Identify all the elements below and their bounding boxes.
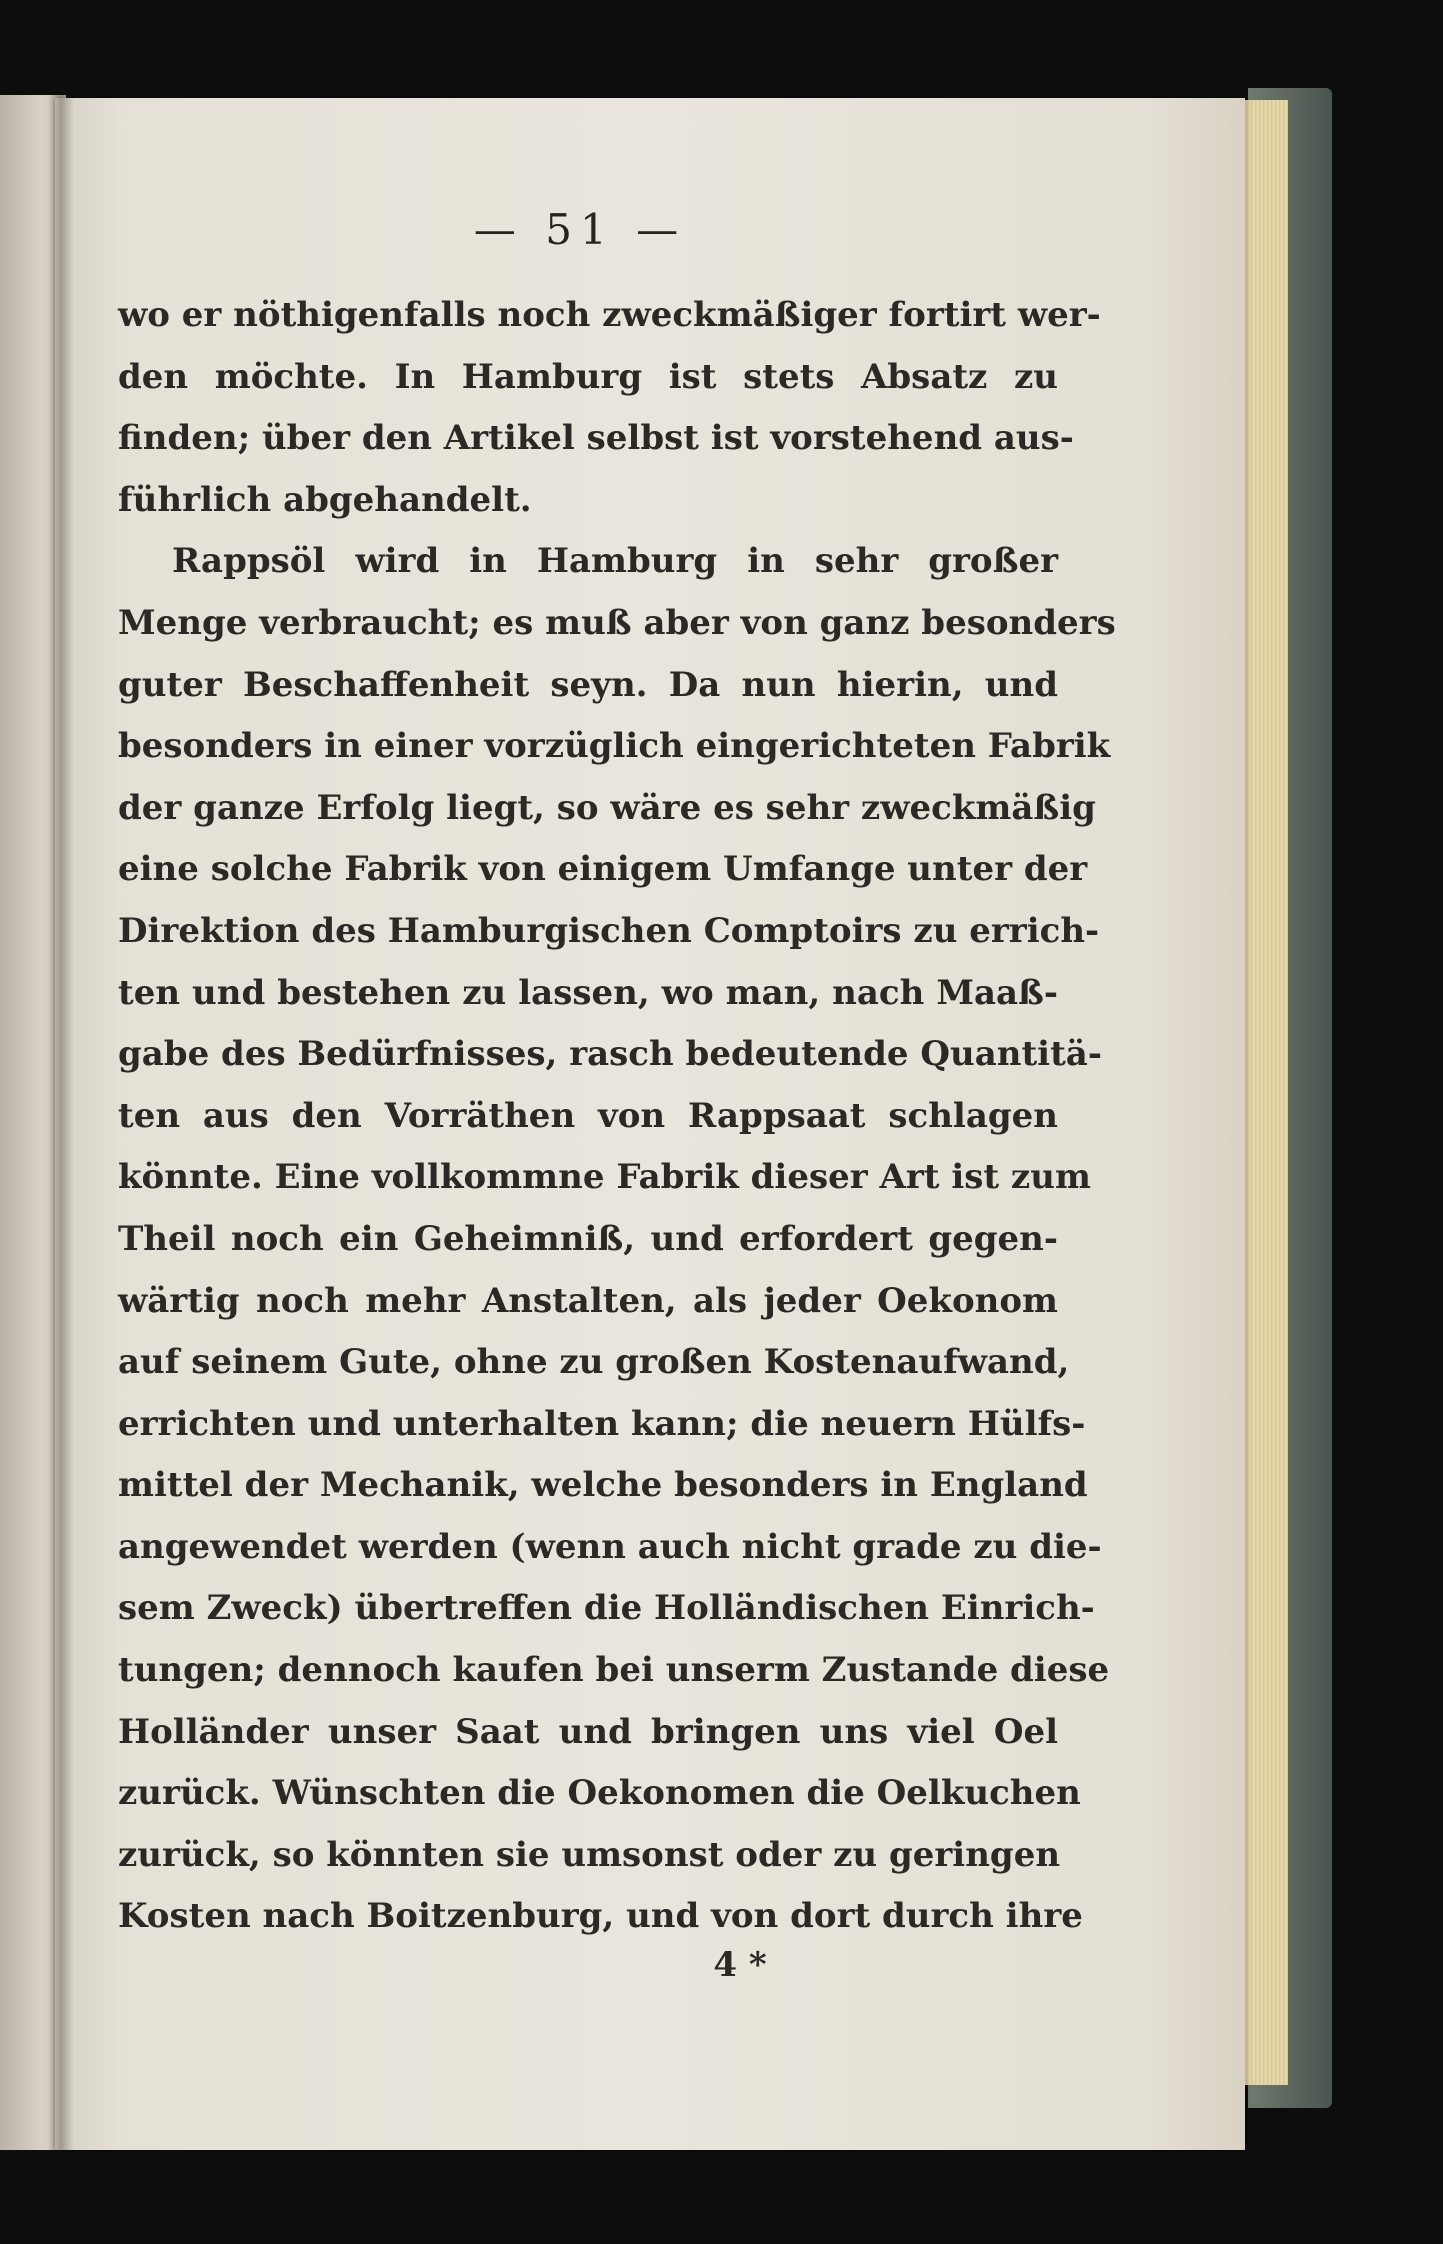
text-line: guter Beschaffenheit seyn. Da nun hierin, und xyxy=(118,664,1058,705)
page-block-edges xyxy=(1238,100,1288,2085)
text-line: Menge verbraucht; es muß aber von ganz besonders xyxy=(118,602,1116,643)
text-line: finden; über den Artikel selbst ist vorstehend aus- xyxy=(118,418,1074,459)
text-line: zurück, so könnten sie umsonst oder zu geringen xyxy=(118,1834,1061,1875)
text-line: der ganze Erfolg liegt, so wäre es sehr zweckmäßig xyxy=(118,787,1096,828)
text-line: angewendet werden (wenn auch nicht grade zu die- xyxy=(118,1526,1102,1567)
text-line: ten aus den Vorräthen von Rappsaat schlagen xyxy=(118,1095,1058,1136)
page-body xyxy=(118,285,1116,1948)
text-line: könnte. Eine vollkommne Fabrik dieser Art ist zum xyxy=(118,1157,1091,1198)
text-line: errichten und unterhalten kann; die neuern Hülfs- xyxy=(118,1403,1086,1444)
text-line: zurück. Wünschten die Oekonomen die Oelkuchen xyxy=(118,1773,1081,1814)
text-line: Rappsöl wird in Hamburg in sehr großer xyxy=(172,541,1058,582)
text-line: auf seinem Gute, ohne zu großen Kostenaufwand, xyxy=(118,1342,1070,1383)
text-line: wo er nöthigenfalls noch zweckmäßiger fortirt wer- xyxy=(118,295,1101,335)
signature-mark: 4 * xyxy=(713,1945,767,1985)
text-line: Holländer unser Saat und bringen uns viel Oel xyxy=(118,1711,1058,1752)
text-line: tungen; dennoch kaufen bei unserm Zustande diese xyxy=(118,1650,1110,1691)
page-header: — 51 — xyxy=(473,205,687,254)
text-line: besonders in einer vorzüglich eingerichteten Fabrik xyxy=(118,726,1111,767)
text-line: Direktion des Hamburgischen Comptoirs zu errich- xyxy=(118,910,1100,951)
gutter-shadow xyxy=(48,95,74,2150)
text-line: sem Zweck) übertreffen die Holländischen Einrich- xyxy=(118,1588,1095,1629)
text-line: eine solche Fabrik von einigem Umfange unter der xyxy=(118,849,1088,890)
text-line: mittel der Mechanik, welche besonders in England xyxy=(118,1465,1088,1506)
text-line: gabe des Bedürfnisses, rasch bedeutende Quantitä- xyxy=(118,1034,1102,1075)
text-line: Theil noch ein Geheimniß, und erfordert gegen- xyxy=(118,1218,1058,1259)
text-line: Kosten nach Boitzenburg, und von dort durch ihre xyxy=(118,1896,1083,1937)
text-line: den möchte. In Hamburg ist stets Absatz zu xyxy=(118,356,1058,397)
text-line: führlich abgehandelt. xyxy=(118,479,532,520)
text-line: wärtig noch mehr Anstalten, als jeder Oekonom xyxy=(118,1280,1058,1321)
text-line: ten und bestehen zu lassen, wo man, nach Maaß- xyxy=(118,972,1058,1013)
